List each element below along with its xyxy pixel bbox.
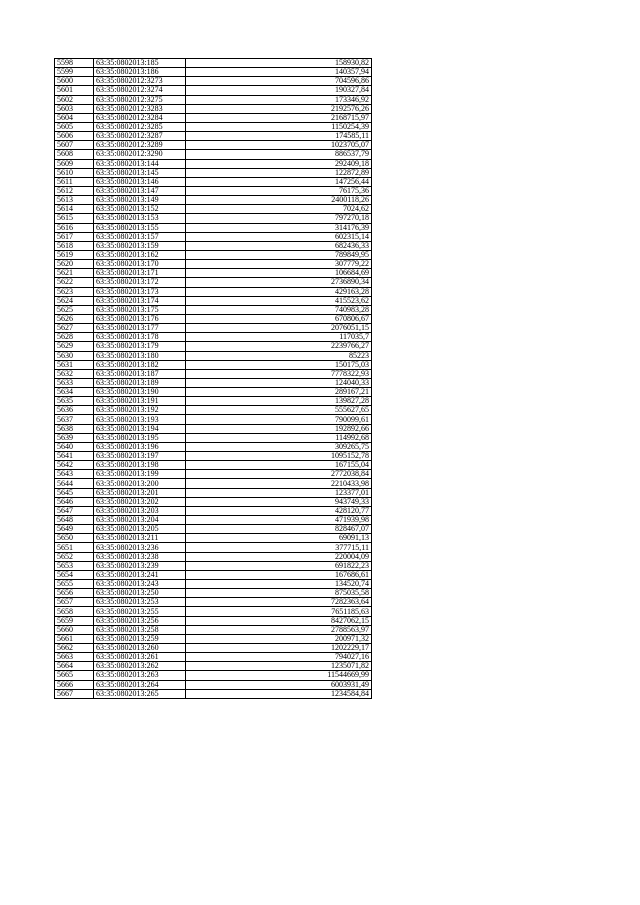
row-number-cell: 5608 xyxy=(55,150,94,159)
table-row xyxy=(55,433,372,442)
table-row xyxy=(55,122,372,131)
table-row xyxy=(55,205,372,214)
value-cell: 192892,66 xyxy=(186,424,372,433)
value-cell: 2400118,26 xyxy=(186,196,372,205)
row-number-cell: 5633 xyxy=(55,378,94,387)
value-cell: 124040,33 xyxy=(186,378,372,387)
row-number-cell: 5639 xyxy=(55,433,94,442)
table-row xyxy=(55,351,372,360)
table-row xyxy=(55,86,372,95)
row-number-cell: 5616 xyxy=(55,223,94,232)
row-number-cell: 5599 xyxy=(55,68,94,77)
value-cell: 85223 xyxy=(186,351,372,360)
value-cell: 1095152,78 xyxy=(186,452,372,461)
table-row xyxy=(55,141,372,150)
value-cell: 2772038,84 xyxy=(186,470,372,479)
cadastral-number-cell: 63:35:0802013:171 xyxy=(94,269,186,278)
cadastral-number-cell: 63:35:0802013:176 xyxy=(94,314,186,323)
row-number-cell: 5637 xyxy=(55,415,94,424)
cadastral-number-cell: 63:35:0802013:238 xyxy=(94,552,186,561)
cadastral-number-cell: 63:35:0802013:194 xyxy=(94,424,186,433)
row-number-cell: 5602 xyxy=(55,95,94,104)
row-number-cell: 5631 xyxy=(55,360,94,369)
cadastral-number-cell: 63:35:0802013:253 xyxy=(94,598,186,607)
cadastral-number-cell: 63:35:0802013:255 xyxy=(94,607,186,616)
cadastral-number-cell: 63:35:0802013:205 xyxy=(94,525,186,534)
table-row xyxy=(55,525,372,534)
cadastral-number-cell: 63:35:0802012:3285 xyxy=(94,122,186,131)
table-row xyxy=(55,250,372,259)
row-number-cell: 5650 xyxy=(55,534,94,543)
row-number-cell: 5619 xyxy=(55,250,94,259)
row-number-cell: 5628 xyxy=(55,333,94,342)
value-cell: 429163,28 xyxy=(186,287,372,296)
table-row xyxy=(55,287,372,296)
row-number-cell: 5611 xyxy=(55,177,94,186)
cadastral-number-cell: 63:35:0802013:149 xyxy=(94,196,186,205)
row-number-cell: 5636 xyxy=(55,406,94,415)
value-cell: 173346,92 xyxy=(186,95,372,104)
cadastral-number-cell: 63:35:0802013:145 xyxy=(94,168,186,177)
table-row xyxy=(55,177,372,186)
row-number-cell: 5634 xyxy=(55,388,94,397)
row-number-cell: 5609 xyxy=(55,159,94,168)
row-number-cell: 5610 xyxy=(55,168,94,177)
value-cell: 106684,69 xyxy=(186,269,372,278)
table-row xyxy=(55,552,372,561)
row-number-cell: 5625 xyxy=(55,305,94,314)
row-number-cell: 5603 xyxy=(55,104,94,113)
cadastral-number-cell: 63:35:0802013:177 xyxy=(94,324,186,333)
cadastral-number-cell: 63:35:0802013:261 xyxy=(94,653,186,662)
value-cell: 122872,89 xyxy=(186,168,372,177)
cadastral-number-cell: 63:35:0802013:173 xyxy=(94,287,186,296)
value-cell: 167686,61 xyxy=(186,570,372,579)
value-cell: 307779,22 xyxy=(186,260,372,269)
table-row xyxy=(55,214,372,223)
table-row xyxy=(55,634,372,643)
cadastral-number-cell: 63:35:0802013:190 xyxy=(94,388,186,397)
cadastral-number-cell: 63:35:0802013:258 xyxy=(94,625,186,634)
table-row xyxy=(55,589,372,598)
cadastral-number-cell: 63:35:0802013:174 xyxy=(94,296,186,305)
table-row xyxy=(55,186,372,195)
cadastral-number-cell: 63:35:0802013:202 xyxy=(94,497,186,506)
table-row xyxy=(55,260,372,269)
table-row xyxy=(55,150,372,159)
cadastral-number-cell: 63:35:0802012:3275 xyxy=(94,95,186,104)
value-cell: 377715,11 xyxy=(186,543,372,552)
cadastral-number-cell: 63:35:0802013:193 xyxy=(94,415,186,424)
table-row xyxy=(55,689,372,698)
row-number-cell: 5663 xyxy=(55,653,94,662)
row-number-cell: 5632 xyxy=(55,369,94,378)
cadastral-number-cell: 63:35:0802012:3273 xyxy=(94,77,186,86)
value-cell: 150175,03 xyxy=(186,360,372,369)
table-row xyxy=(55,598,372,607)
value-cell: 471939,98 xyxy=(186,516,372,525)
value-cell: 2736890,34 xyxy=(186,278,372,287)
table-row xyxy=(55,580,372,589)
cadastral-number-cell: 63:35:0802013:256 xyxy=(94,616,186,625)
table-row xyxy=(55,570,372,579)
cadastral-number-cell: 63:35:0802013:192 xyxy=(94,406,186,415)
row-number-cell: 5604 xyxy=(55,113,94,122)
row-number-cell: 5662 xyxy=(55,644,94,653)
cadastral-number-cell: 63:35:0802012:3289 xyxy=(94,141,186,150)
row-number-cell: 5617 xyxy=(55,232,94,241)
cadastral-number-cell: 63:35:0802013:195 xyxy=(94,433,186,442)
cadastral-number-cell: 63:35:0802013:189 xyxy=(94,378,186,387)
table-row xyxy=(55,59,372,68)
row-number-cell: 5629 xyxy=(55,342,94,351)
value-cell: 2168715,97 xyxy=(186,113,372,122)
table-row xyxy=(55,232,372,241)
row-number-cell: 5647 xyxy=(55,506,94,515)
cadastral-number-cell: 63:35:0802013:180 xyxy=(94,351,186,360)
value-cell: 76175,36 xyxy=(186,186,372,195)
row-number-cell: 5666 xyxy=(55,680,94,689)
row-number-cell: 5638 xyxy=(55,424,94,433)
table-row xyxy=(55,488,372,497)
cadastral-number-cell: 63:35:0802013:241 xyxy=(94,570,186,579)
table-row xyxy=(55,223,372,232)
value-cell: 140357,94 xyxy=(186,68,372,77)
table-row xyxy=(55,95,372,104)
table-row xyxy=(55,77,372,86)
value-cell: 158930,82 xyxy=(186,59,372,68)
cadastral-number-cell: 63:35:0802013:153 xyxy=(94,214,186,223)
value-cell: 2239766,27 xyxy=(186,342,372,351)
table-row xyxy=(55,406,372,415)
table-row xyxy=(55,479,372,488)
row-number-cell: 5598 xyxy=(55,59,94,68)
table-row xyxy=(55,625,372,634)
cadastral-number-cell: 63:35:0802013:201 xyxy=(94,488,186,497)
value-cell: 790099,61 xyxy=(186,415,372,424)
row-number-cell: 5618 xyxy=(55,241,94,250)
cadastral-number-cell: 63:35:0802013:144 xyxy=(94,159,186,168)
cadastral-number-cell: 63:35:0802013:182 xyxy=(94,360,186,369)
cadastral-number-cell: 63:35:0802013:199 xyxy=(94,470,186,479)
value-cell: 69091,13 xyxy=(186,534,372,543)
cadastral-number-cell: 63:35:0802013:178 xyxy=(94,333,186,342)
table-row xyxy=(55,671,372,680)
value-cell: 174585,11 xyxy=(186,132,372,141)
cadastral-number-cell: 63:35:0802012:3290 xyxy=(94,150,186,159)
table-row xyxy=(55,653,372,662)
table-row xyxy=(55,314,372,323)
cadastral-number-cell: 63:35:0802012:3283 xyxy=(94,104,186,113)
table-row xyxy=(55,269,372,278)
value-cell: 147256,44 xyxy=(186,177,372,186)
value-cell: 292409,18 xyxy=(186,159,372,168)
table-row xyxy=(55,342,372,351)
table-row xyxy=(55,378,372,387)
table-row xyxy=(55,497,372,506)
row-number-cell: 5649 xyxy=(55,525,94,534)
cadastral-number-cell: 63:35:0802013:146 xyxy=(94,177,186,186)
row-number-cell: 5624 xyxy=(55,296,94,305)
row-number-cell: 5612 xyxy=(55,186,94,195)
row-number-cell: 5667 xyxy=(55,689,94,698)
value-cell: 6003931,49 xyxy=(186,680,372,689)
value-cell: 682436,33 xyxy=(186,241,372,250)
row-number-cell: 5601 xyxy=(55,86,94,95)
table-row xyxy=(55,461,372,470)
cadastral-number-cell: 63:35:0802013:236 xyxy=(94,543,186,552)
value-cell: 134520,74 xyxy=(186,580,372,589)
value-cell: 1150254,39 xyxy=(186,122,372,131)
cadastral-number-cell: 63:35:0802012:3287 xyxy=(94,132,186,141)
table-row xyxy=(55,561,372,570)
row-number-cell: 5658 xyxy=(55,607,94,616)
cadastral-number-cell: 63:35:0802013:197 xyxy=(94,452,186,461)
cadastral-number-cell: 63:35:0802013:250 xyxy=(94,589,186,598)
row-number-cell: 5648 xyxy=(55,516,94,525)
table-row xyxy=(55,415,372,424)
value-cell: 670806,67 xyxy=(186,314,372,323)
table-row xyxy=(55,424,372,433)
table-row xyxy=(55,159,372,168)
value-cell: 2788563,97 xyxy=(186,625,372,634)
value-cell: 2076051,15 xyxy=(186,324,372,333)
value-cell: 7651185,63 xyxy=(186,607,372,616)
value-cell: 1202229,17 xyxy=(186,644,372,653)
cadastral-number-cell: 63:35:0802013:147 xyxy=(94,186,186,195)
table-row xyxy=(55,360,372,369)
table-row xyxy=(55,196,372,205)
table-row xyxy=(55,516,372,525)
value-cell: 7024,62 xyxy=(186,205,372,214)
cadastral-number-cell: 63:35:0802013:239 xyxy=(94,561,186,570)
value-cell: 1235071,82 xyxy=(186,662,372,671)
row-number-cell: 5641 xyxy=(55,452,94,461)
row-number-cell: 5620 xyxy=(55,260,94,269)
value-cell: 220004,09 xyxy=(186,552,372,561)
row-number-cell: 5642 xyxy=(55,461,94,470)
value-cell: 7778322,93 xyxy=(186,369,372,378)
cadastral-number-cell: 63:35:0802013:204 xyxy=(94,516,186,525)
table-row xyxy=(55,296,372,305)
value-cell: 200971,32 xyxy=(186,634,372,643)
table-row xyxy=(55,680,372,689)
row-number-cell: 5653 xyxy=(55,561,94,570)
cadastral-number-cell: 63:35:0802012:3274 xyxy=(94,86,186,95)
value-cell: 309265,75 xyxy=(186,442,372,451)
cadastral-number-cell: 63:35:0802013:185 xyxy=(94,59,186,68)
value-cell: 797270,18 xyxy=(186,214,372,223)
value-cell: 7282363,64 xyxy=(186,598,372,607)
value-cell: 704596,86 xyxy=(186,77,372,86)
row-number-cell: 5615 xyxy=(55,214,94,223)
cadastral-number-cell: 63:35:0802013:155 xyxy=(94,223,186,232)
row-number-cell: 5605 xyxy=(55,122,94,131)
row-number-cell: 5651 xyxy=(55,543,94,552)
row-number-cell: 5664 xyxy=(55,662,94,671)
value-cell: 2192576,26 xyxy=(186,104,372,113)
table-row xyxy=(55,132,372,141)
row-number-cell: 5656 xyxy=(55,589,94,598)
cadastral-number-cell: 63:35:0802013:170 xyxy=(94,260,186,269)
row-number-cell: 5613 xyxy=(55,196,94,205)
cadastral-number-cell: 63:35:0802013:200 xyxy=(94,479,186,488)
value-cell: 428120,77 xyxy=(186,506,372,515)
value-cell: 875035,58 xyxy=(186,589,372,598)
cadastral-number-cell: 63:35:0802013:152 xyxy=(94,205,186,214)
value-cell: 1234584,84 xyxy=(186,689,372,698)
cadastral-number-cell: 63:35:0802013:191 xyxy=(94,397,186,406)
cadastral-number-cell: 63:35:0802013:262 xyxy=(94,662,186,671)
cadastral-number-cell: 63:35:0802013:187 xyxy=(94,369,186,378)
table-row xyxy=(55,113,372,122)
table-row xyxy=(55,305,372,314)
row-number-cell: 5654 xyxy=(55,570,94,579)
table-row xyxy=(55,644,372,653)
cadastral-number-cell: 63:35:0802013:179 xyxy=(94,342,186,351)
value-cell: 139827,28 xyxy=(186,397,372,406)
cadastral-number-cell: 63:35:0802012:3284 xyxy=(94,113,186,122)
cadastral-number-cell: 63:35:0802013:265 xyxy=(94,689,186,698)
row-number-cell: 5630 xyxy=(55,351,94,360)
table-row xyxy=(55,68,372,77)
value-cell: 117035,7 xyxy=(186,333,372,342)
table-row xyxy=(55,104,372,113)
cadastral-number-cell: 63:35:0802013:263 xyxy=(94,671,186,680)
table-row xyxy=(55,452,372,461)
table-row xyxy=(55,324,372,333)
value-cell: 555627,65 xyxy=(186,406,372,415)
cadastral-number-cell: 63:35:0802013:211 xyxy=(94,534,186,543)
cadastral-number-cell: 63:35:0802013:260 xyxy=(94,644,186,653)
value-cell: 943749,33 xyxy=(186,497,372,506)
value-cell: 190327,84 xyxy=(186,86,372,95)
row-number-cell: 5652 xyxy=(55,552,94,561)
value-cell: 8427062,15 xyxy=(186,616,372,625)
value-cell: 11544669,99 xyxy=(186,671,372,680)
table-row xyxy=(55,168,372,177)
data-table xyxy=(54,58,372,699)
value-cell: 740983,28 xyxy=(186,305,372,314)
row-number-cell: 5635 xyxy=(55,397,94,406)
row-number-cell: 5607 xyxy=(55,141,94,150)
table-row xyxy=(55,534,372,543)
value-cell: 691822,23 xyxy=(186,561,372,570)
row-number-cell: 5655 xyxy=(55,580,94,589)
value-cell: 602315,14 xyxy=(186,232,372,241)
table-body xyxy=(55,59,372,699)
table-row xyxy=(55,278,372,287)
row-number-cell: 5659 xyxy=(55,616,94,625)
table-row xyxy=(55,369,372,378)
value-cell: 886537,79 xyxy=(186,150,372,159)
table-row xyxy=(55,607,372,616)
table-row xyxy=(55,662,372,671)
table-row xyxy=(55,388,372,397)
row-number-cell: 5644 xyxy=(55,479,94,488)
row-number-cell: 5640 xyxy=(55,442,94,451)
value-cell: 289167,21 xyxy=(186,388,372,397)
table-row xyxy=(55,333,372,342)
row-number-cell: 5626 xyxy=(55,314,94,323)
cadastral-number-cell: 63:35:0802013:172 xyxy=(94,278,186,287)
cadastral-number-cell: 63:35:0802013:186 xyxy=(94,68,186,77)
cadastral-number-cell: 63:35:0802013:159 xyxy=(94,241,186,250)
value-cell: 2210433,98 xyxy=(186,479,372,488)
value-cell: 794027,16 xyxy=(186,653,372,662)
cadastral-number-cell: 63:35:0802013:157 xyxy=(94,232,186,241)
value-cell: 167155,04 xyxy=(186,461,372,470)
row-number-cell: 5623 xyxy=(55,287,94,296)
value-cell: 828467,07 xyxy=(186,525,372,534)
row-number-cell: 5661 xyxy=(55,634,94,643)
value-cell: 123377,01 xyxy=(186,488,372,497)
table-row xyxy=(55,506,372,515)
row-number-cell: 5627 xyxy=(55,324,94,333)
cadastral-number-cell: 63:35:0802013:203 xyxy=(94,506,186,515)
value-cell: 789849,95 xyxy=(186,250,372,259)
value-cell: 1023705,07 xyxy=(186,141,372,150)
cadastral-number-cell: 63:35:0802013:243 xyxy=(94,580,186,589)
value-cell: 114992,68 xyxy=(186,433,372,442)
table-row xyxy=(55,397,372,406)
cadastral-number-cell: 63:35:0802013:264 xyxy=(94,680,186,689)
table-row xyxy=(55,543,372,552)
row-number-cell: 5646 xyxy=(55,497,94,506)
table-row xyxy=(55,241,372,250)
cadastral-number-cell: 63:35:0802013:175 xyxy=(94,305,186,314)
table-row xyxy=(55,442,372,451)
cadastral-number-cell: 63:35:0802013:198 xyxy=(94,461,186,470)
table-row xyxy=(55,470,372,479)
row-number-cell: 5643 xyxy=(55,470,94,479)
table-row xyxy=(55,616,372,625)
cadastral-number-cell: 63:35:0802013:196 xyxy=(94,442,186,451)
value-cell: 415523,62 xyxy=(186,296,372,305)
row-number-cell: 5614 xyxy=(55,205,94,214)
row-number-cell: 5660 xyxy=(55,625,94,634)
value-cell: 314176,39 xyxy=(186,223,372,232)
cadastral-number-cell: 63:35:0802013:162 xyxy=(94,250,186,259)
row-number-cell: 5622 xyxy=(55,278,94,287)
row-number-cell: 5665 xyxy=(55,671,94,680)
row-number-cell: 5645 xyxy=(55,488,94,497)
row-number-cell: 5600 xyxy=(55,77,94,86)
row-number-cell: 5606 xyxy=(55,132,94,141)
row-number-cell: 5657 xyxy=(55,598,94,607)
cadastral-number-cell: 63:35:0802013:259 xyxy=(94,634,186,643)
row-number-cell: 5621 xyxy=(55,269,94,278)
